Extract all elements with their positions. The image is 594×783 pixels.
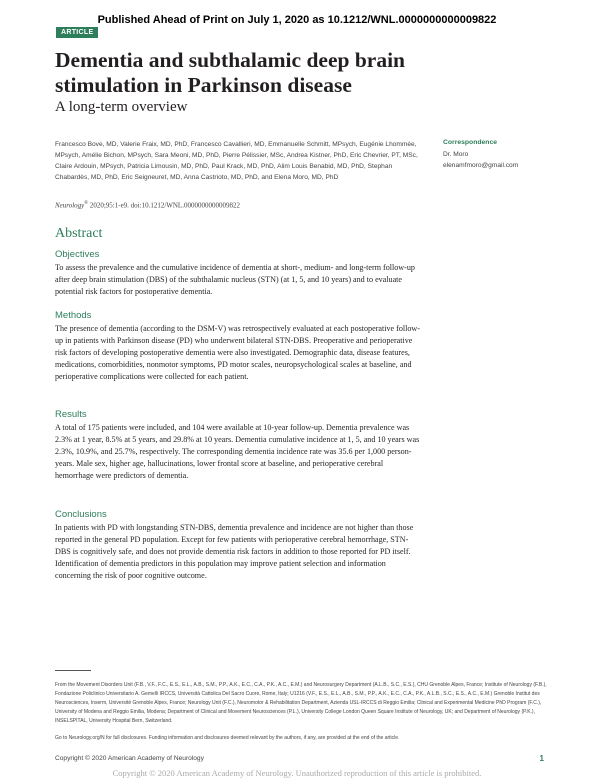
citation-registered-mark: ®: [84, 201, 89, 206]
conclusions-text: In patients with PD with longstanding STN-DBS, dementia prevalence and incidence are not higher than those reported in the general PD population. Except for few patients with perioperative cerebral hemorrhage, STN-DBS is cognitively safe, and does not provide dementia risk factors in addition to those reported for PD itself. Identification of dementia predictors in this population may improve patient selection and information concerning the risk of poor cognitive outcome.: [55, 523, 414, 581]
objectives-heading: Objectives: [55, 249, 100, 260]
citation-line: [55, 201, 240, 209]
citation-journal: Neurology: [55, 201, 85, 210]
page-copyright: Copyright © 2020 American Academy of Neurology: [55, 755, 204, 762]
article-title: Dementia and subthalamic deep brain stimulation in Parkinson disease: [55, 48, 406, 97]
results-heading: Results: [55, 409, 87, 420]
correspondence-heading: Correspondence: [443, 139, 498, 146]
correspondence-name: Dr. Moro: [443, 151, 469, 158]
abstract-heading: Abstract: [55, 226, 103, 241]
article-type-badge: ARTICLE: [56, 27, 98, 38]
article-subtitle: A long-term overview: [55, 99, 188, 115]
unauthorized-reproduction-notice: Copyright © 2020 American Academy of Neurology. Unauthorized reproduction of this article is prohibited.: [112, 768, 482, 778]
objectives-text: To assess the prevalence and the cumulative incidence of dementia at short-, medium- and long-term follow-up after deep brain stimulation (DBS) of the subthalamic nucleus (STN) (at 1, 5, and 10 years) and to evaluate potential risk factors for postoperative dementia.: [55, 263, 415, 297]
methods-text: The presence of dementia (according to the DSM-V) was retrospectively evaluated at each postoperative follow-up in patients with Parkinson disease (PD) who underwent bilateral STN-DBS. Preoperative and perioperative risk factors of developing postoperative dementia were also investigated. Demographic data, disease features, medications, comorbidities, nonmotor symptoms, PD motor scales, neuropsychological scales at baseline, and perioperative complications were collected for each patient.: [55, 324, 420, 382]
methods-heading: Methods: [55, 310, 92, 321]
affiliations-footnote: From the Movement Disorders Unit (F.B., V.F., F.C., E.S., E.L., A.B., S.M., P.P., A.K., E.C., C.A., P.K., A.C., E.M.) and Neurosurgery Department (A.L.B., S.C., E.S.), CHU Grenoble Alpes, France; Institute of Neurology (F.B.), Fondazione Policlinico Universitario A. Gemelli IRCCS, Università Cattolica Del Sacro Cuore, Rome, Italy; U1216 (V.F., E.S., E.L., A.B., S.M., P.P., A.K., E.C., C.A., P.K., A.L.B., S.C., E.S., A.C., E.M.) Grenoble Institut des Neurosciences, Inserm, Université Grenoble Alpes, France; Neurology Unit (F.C.), Neuromotor & Rehabilitation Department, Azienda USL-IRCCS di Reggio Emilia; Clinical and Experimental Medicine PhD Program (F.C.), University of Modena and Reggio Emilia, Modena; Department of Clinical and Movement Neurosciences (P.L.), University College London Queen Square Institute of Neurology, UK; and Department of Neurology (P.K.), INSELSPITAL, University Hospital Bern, Switzerland.: [55, 682, 547, 724]
ahead-of-print-banner: Published Ahead of Print on July 1, 2020 as 10.1212/WNL.0000000000009822: [97, 14, 497, 26]
citation-details: 2020;95:1-e9. doi:10.1212/WNL.0000000000009822: [88, 201, 240, 210]
results-text: A total of 175 patients were included, and 104 were available at 10-year follow-up. Dementia prevalence was 2.3% at 1 year, 8.5% at 5 years, and 29.8% at 10 years. Dementia cumulative incidence at 1, 5, and 10 years was 2.3%, 10.9%, and 25.7%, respectively. The corresponding dementia incidence rate was 35.6 per 1,000 person-years. Male sex, higher age, hallucinations, lower frontal score at baseline, and perioperative cerebral hemorrhage were predictors of dementia.: [55, 423, 420, 481]
disclosures-note: Go to Neurology.org/N for full disclosures. Funding information and disclosures deemed relevant by the authors, if any, are provided at the end of the article.: [55, 735, 400, 741]
author-list: Francesco Bove, MD, Valerie Fraix, MD, PhD, Francesco Cavallieri, MD, Emmanuelle Schmitt, MPsych, Eugénie Lhommée, MPsych, Amélie Bichon, MPsych, Sara Meoni, MD, PhD, Pierre Pélissier, MSc, Andrea Kistner, PhD, Eric Chevrier, PT, MSc, Claire Ardouin, MPsych, Patricia Limousin, MD, PhD, Paul Krack, MD, PhD, Alim Louis Benabid, MD, PhD, Stephan Chabardès, MD, PhD, Eric Seigneuret, MD, Anna Castrioto, MD, PhD, and Elena Moro, MD, PhD: [55, 141, 418, 181]
correspondence-email[interactable]: elenamfmoro@gmail.com: [443, 162, 519, 169]
footnote-divider: [55, 670, 91, 671]
page-number: 1: [539, 754, 544, 763]
conclusions-heading: Conclusions: [55, 509, 107, 520]
